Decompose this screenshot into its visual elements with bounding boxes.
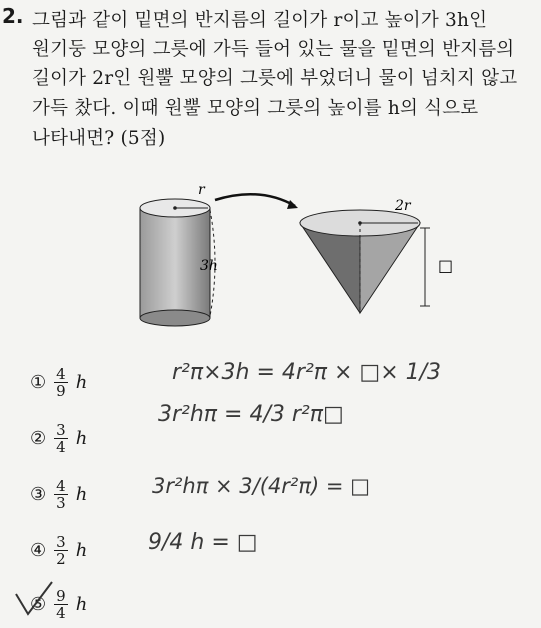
choice-marker: ②	[30, 427, 47, 449]
handwritten-line-3: 3r²hπ × 3/(4r²π) = □	[152, 474, 370, 498]
pour-arrow	[215, 194, 295, 206]
choice-fraction: $\frac{9}{4}$	[56, 586, 66, 622]
question-line-4: 가득 찼다. 이때 원뿔 모양의 그릇의 높이를 h의 식으로	[32, 98, 479, 119]
choice-marker: ④	[30, 539, 47, 561]
cylinder-radius-label: r	[198, 182, 205, 198]
handwritten-line-2: 3r²hπ = 4/3 r²π□	[158, 402, 344, 427]
cylinder-cone-figure	[120, 178, 480, 328]
choice-marker: ③	[30, 483, 47, 505]
choice-fraction: $\frac{3}{4}$	[56, 420, 66, 456]
question-line-5: 나타내면? (5점)	[32, 128, 166, 149]
choice-marker: ①	[30, 371, 47, 393]
choice-marker: ⑤	[30, 593, 47, 615]
question-line-1: 그림과 같이 밑면의 반지름의 길이가 r이고 높이가 3h인	[32, 10, 488, 31]
handwritten-line-1: r²π×3h = 4r²π × □× 1/3	[172, 360, 442, 385]
question-number: 2.	[2, 4, 24, 28]
cone-shape	[300, 210, 420, 313]
question-line-3: 길이가 2r인 원뿔 모양의 그릇에 부었더니 물이 넘치지 않고	[32, 68, 518, 89]
choice-1[interactable]	[30, 362, 87, 402]
choice-3[interactable]	[30, 474, 87, 514]
choice-variable: h	[75, 371, 88, 393]
choice-2[interactable]	[30, 418, 87, 458]
choice-variable: h	[75, 483, 88, 505]
cylinder-height-label: 3h	[200, 258, 218, 274]
choice-variable: h	[75, 427, 88, 449]
choice-variable: h	[75, 593, 88, 615]
choice-fraction: $\frac{3}{2}$	[56, 532, 66, 568]
cone-height-label: □	[438, 256, 454, 275]
choice-fraction: $\frac{4}{3}$	[56, 476, 66, 512]
choice-4[interactable]	[30, 530, 87, 570]
choice-fraction: $\frac{4}{9}$	[56, 364, 66, 400]
cone-radius-label: 2r	[395, 198, 411, 214]
answer-check-mark-icon	[14, 580, 54, 620]
choice-variable: h	[75, 539, 88, 561]
question-line-2: 원기둥 모양의 그릇에 가득 들어 있는 물을 밑면의 반지름의	[32, 39, 515, 60]
handwritten-line-4: 9/4 h = □	[148, 530, 258, 555]
